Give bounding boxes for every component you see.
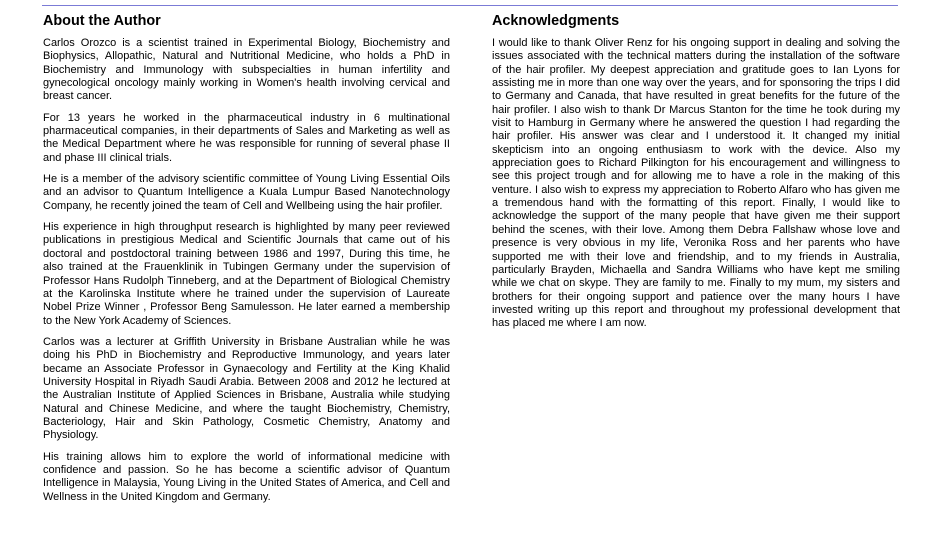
about-paragraph: His training allows him to explore the world of informational medicine with confidence and passion. So he has become a scientific advisor of Quantum Intelligence in Malaysia, Young Living in the United States of America, and Cell and Wellness in the United Kingdom and Germany.	[43, 450, 450, 503]
about-heading: About the Author	[43, 13, 161, 29]
about-paragraph: For 13 years he worked in the pharmaceutical industry in 6 multinational pharmaceutical companies, in their departments of Sales and Marketing as well as the Medical Department where he was responsible for running of several phase II and phase III clinical trials.	[43, 111, 450, 164]
about-paragraph: Carlos was a lecturer at Griffith University in Brisbane Australian while he was doing his PhD in Biochemistry and Reproductive Immunology, and years later became an Associate Professor in Gynaecology and Fertility at the King Khalid University Hospital in Riyadh Saudi Arabia. Between 2008 and 2012 he lectured at the Australian Institute of Applied Sciences in Brisbane, Australia while studying Natural and Chinese Medicine, and where the taught Biochemistry, Chemistry, Bacteriology, Hair and Skin Pathology, Cosmetic Chemistry, Anatomy and Physiology.	[43, 335, 450, 442]
top-divider	[42, 5, 898, 6]
acknowledgments-paragraph: I would like to thank Oliver Renz for his ongoing support in dealing and solving the issues associated with the technical matters during the installation of the software of the hair profiler. My deepest appreciation and gratitude goes to Ian Lyons for assisting me in more than one way over the years, and for sponsoring the trips I did to Germany and Canada, that have resulted in great benefits for the future of the hair profiler. I also wish to thank Dr Marcus Stanton for the time he took during my visit to Hamburg in Germany where he answered the question I had regarding the hair profiler. His answer was clear and I understood it. It changed my initial skepticism into an ongoing enthusiasm to work with the device. Also my appreciation goes to Richard Pilkington for his encouragement and willingness to see this project trough and for allowing me to have a role in the making of this venture. I also wish to express my appreciation to Roberto Alfaro who has given me a tremendous hand with the formatting of this report. Finally, I would like to acknowledge the support of the many people that have given me their support behind the scenes, with their love. Among them Debra Fallshaw whose love and presence is very obvious in my life, Veronika Ross and her parents who have supported me with their love and friendship, and to my friends in Australia, particularly Brayden, Michaella and Sandra Williams who have kept me smiling while we chat on skype. They are family to me. Finally to my mum, my sisters and brothers for their ongoing support and patience over the many hours I have invested writing up this report and throughout my professional development that has placed me where I am now.	[492, 37, 900, 330]
about-paragraph: His experience in high throughput research is highlighted by many peer reviewed publications in prestigious Medical and Scientific Journals that came out of his doctoral and postdoctoral training between 1986 and 1997, During this time, he also trained at the Frauenklinik in Tubingen Germany under the supervision of Professor Hans Rudolph Tinneberg, and at the Department of Biological Chemistry at the Karolinska Institute where he trained under the supervision of Laureate Nobel Prize Winner , Professor Beng Samulesson. He later earned a membership to the New York Academy of Sciences.	[43, 221, 450, 327]
about-the-author-section	[43, 13, 450, 512]
about-paragraph: He is a member of the advisory scientific committee of Young Living Essential Oils and an advisor to Quantum Intelligence a Kuala Lumpur Based Nanotechnology Company, he recently joined the team of Cell and Wellbeing using the hair profiler.	[43, 173, 450, 212]
about-paragraph: Carlos Orozco is a scientist trained in Experimental Biology, Biochemistry and Biophysics, Allopathic, Natural and Nutritional Medicine, who holds a PhD in Biochemistry and Immunology with subspecialties in human infertility and gynecological oncology mainly working in Women's health involving cervical and breast cancer.	[43, 37, 450, 103]
acknowledgments-section	[492, 13, 900, 339]
acknowledgments-heading: Acknowledgments	[492, 13, 620, 29]
